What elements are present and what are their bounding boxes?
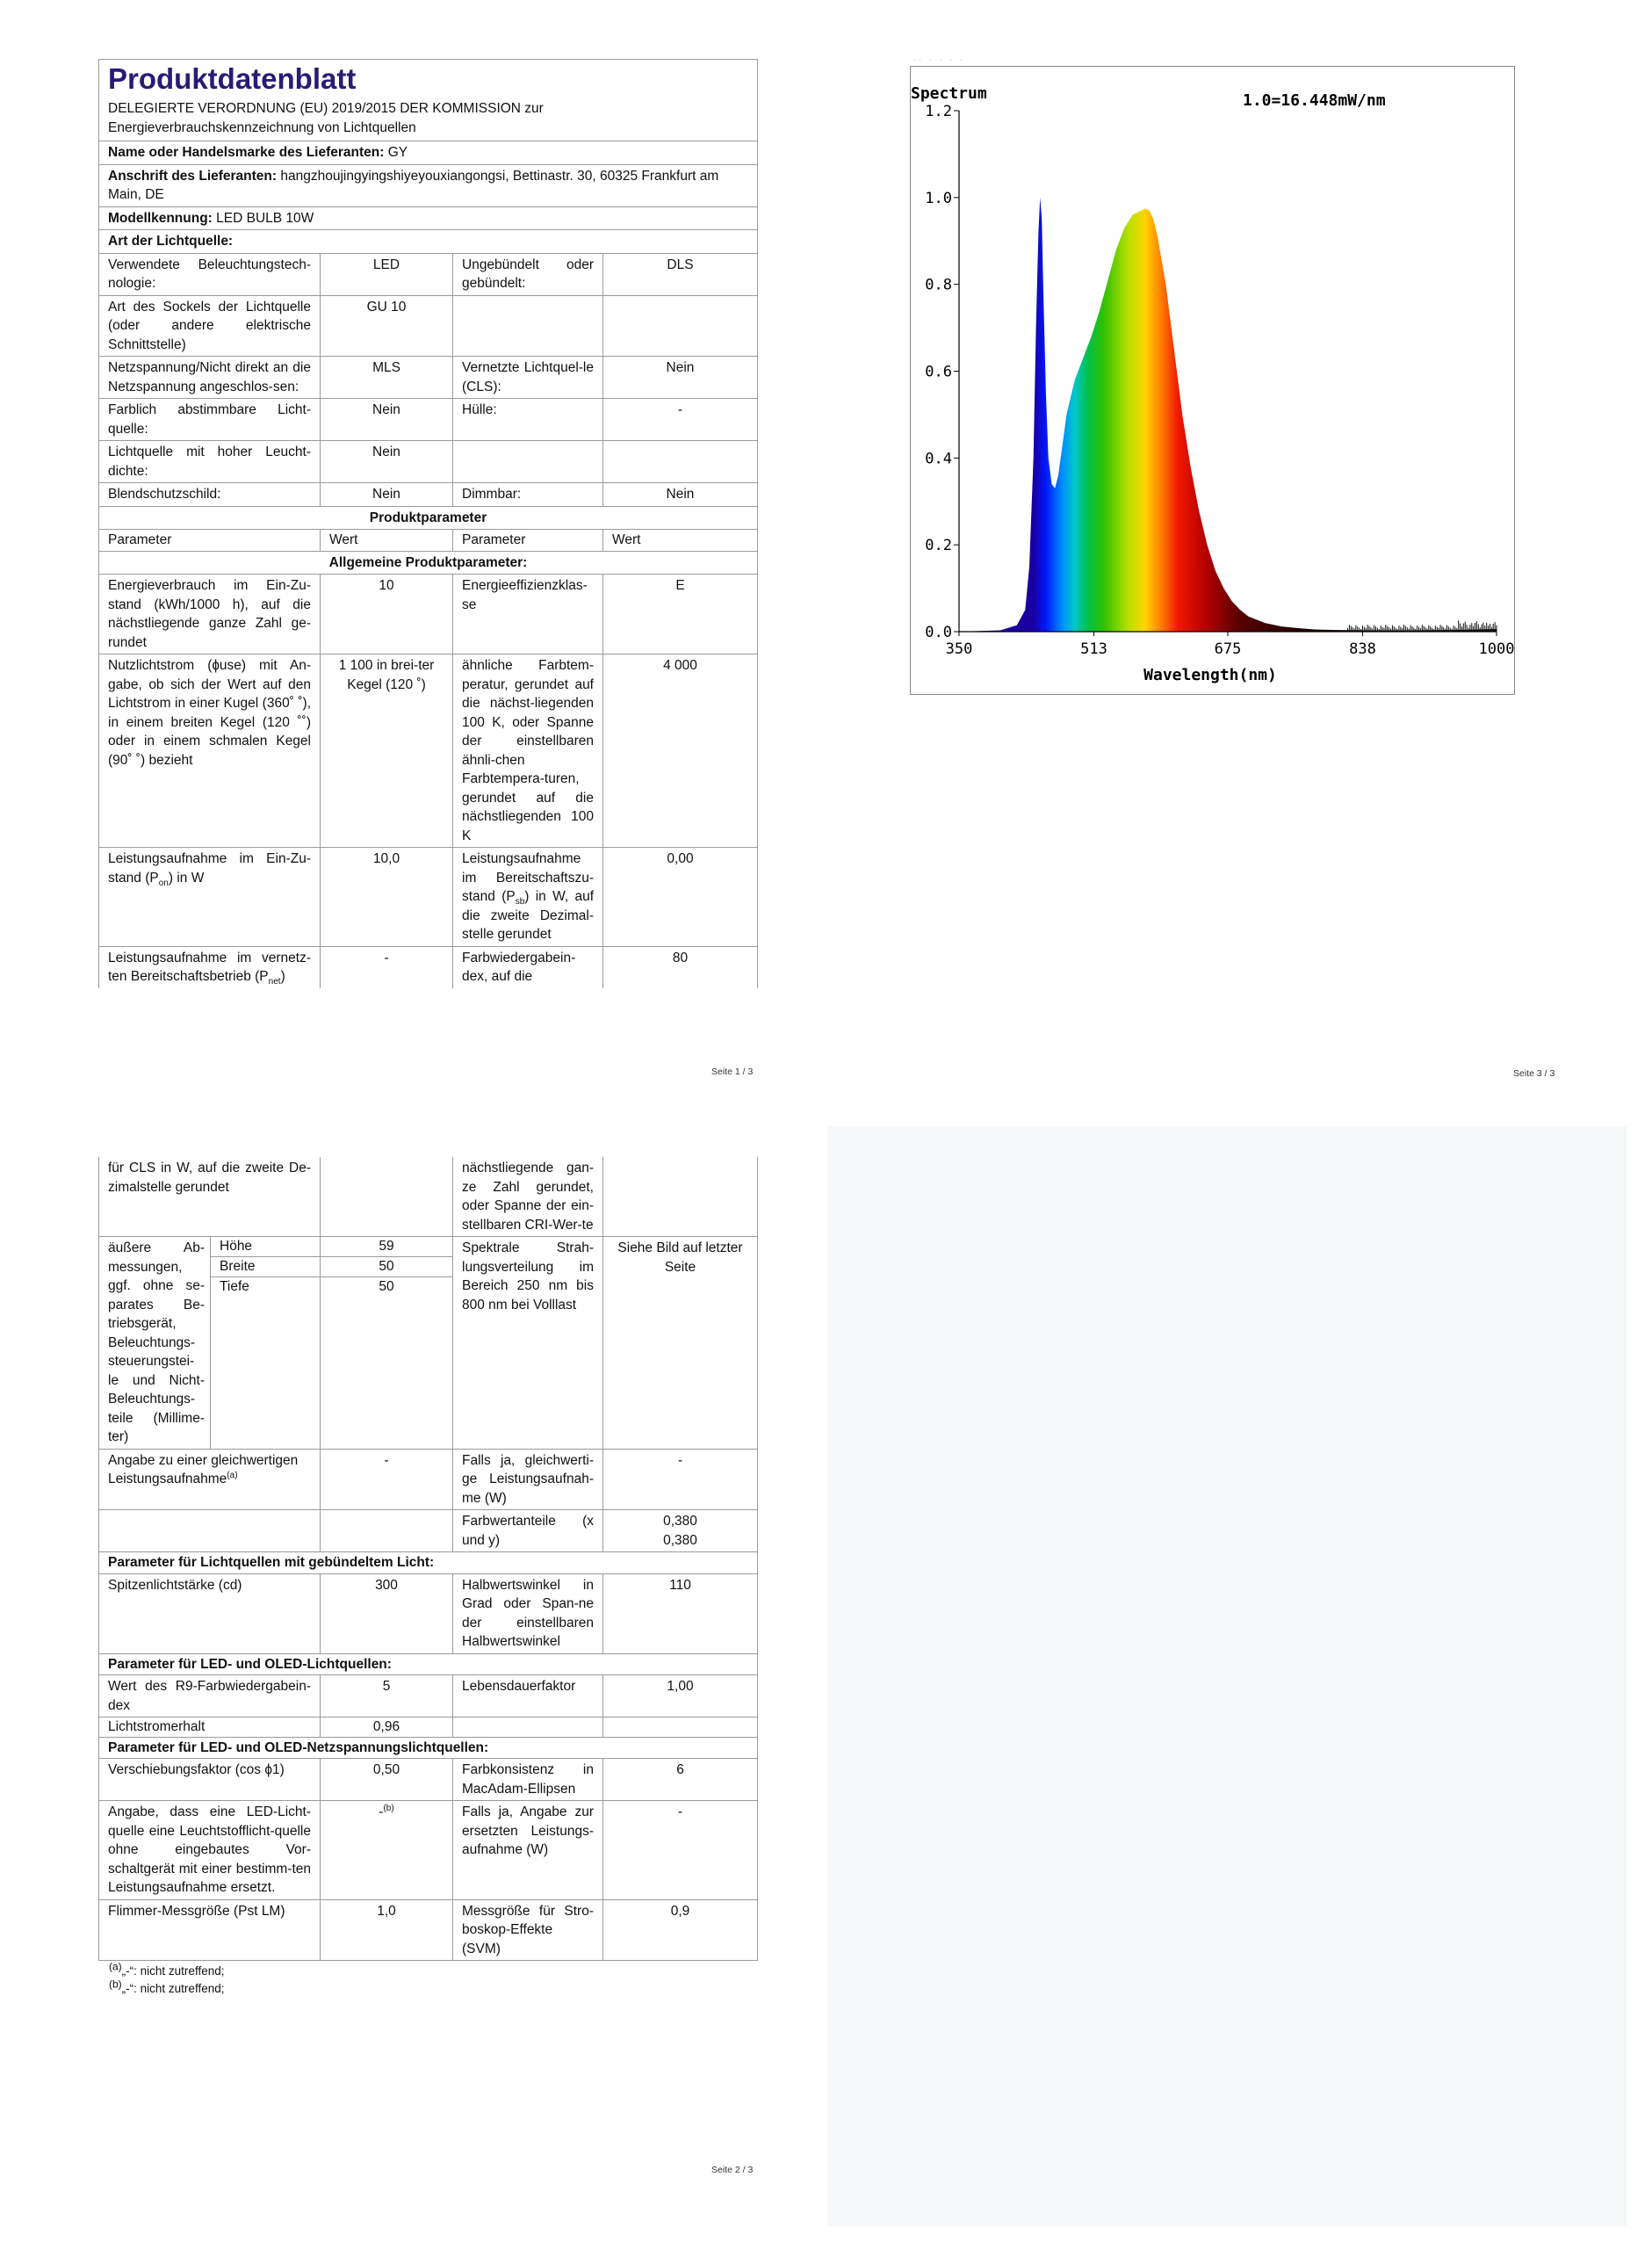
param-label: Verwendete Beleuchtungstech-nologie: [99,253,321,295]
x-tick-label: 513 [1080,640,1107,658]
param-value [321,1157,453,1237]
table-row [99,1717,758,1738]
param-label: Wert des R9-Farbwiedergabein-dex [99,1675,321,1717]
param-value: 5 [321,1675,453,1717]
table-row [99,399,758,441]
column-header-row [99,530,758,552]
chroma-y-value: 0,380 [663,1532,697,1548]
y-tick-label: 0.4 [925,450,952,468]
product-parameters-heading: Produktparameter [99,506,758,530]
psb-sub: sb [515,897,525,908]
param-label [99,1449,321,1510]
model-label: Modellkennung: [108,210,213,226]
dimension-value: 50 [321,1276,453,1449]
table-row [99,575,758,654]
supplier-name-row [99,141,758,165]
supplier-name-value: GY [387,145,408,160]
spectrum-area [959,198,1497,632]
param-value: Nein [603,483,758,507]
footnote-a-text: „-“: nicht zutreffend; [121,1964,225,1978]
x-tick-label: 350 [945,640,973,658]
param-value: LED [321,253,453,295]
param-value: 0,9 [603,1899,758,1961]
param-value: 0,00 [603,848,758,947]
pnet-label-a: Leistungsaufnahme im vernetz-ten Bereitschaftsbetrieb (P [108,950,311,984]
param-label: Lichtstromerhalt [99,1717,321,1738]
param-value: Nein [321,441,453,483]
param-label: für CLS in W, auf die zweite De-zimalstelle gerundet [99,1157,321,1237]
footnote-ref-b: (b) [383,1803,394,1813]
page-top-marks: .. . . . . [913,53,966,63]
param-label: Dimmbar: [453,483,603,507]
param-value: - [603,399,758,441]
param-value: - [321,1449,453,1510]
table-row [99,441,758,483]
blank-page-area [827,1126,1627,2226]
pnet-label-b: ) [280,969,285,984]
empty-cell [603,1717,758,1738]
param-label [99,848,321,947]
chart-title: Spectrum [911,84,987,103]
regulation-subtitle: DELEGIERTE VERORDNUNG (EU) 2019/2015 DER KOMMISSION zur Energieverbrauchskennzeichnung von Lichtquellen [108,101,544,135]
param-label: Falls ja, gleichwerti-ge Leistungsaufnah-me (W) [453,1449,603,1510]
param-value: Siehe Bild auf letzter Seite [603,1237,758,1450]
param-value: 4 000 [603,654,758,848]
param-label: Farbwiedergabein-dex, auf die [453,946,603,988]
param-label: Spektrale Strah-lungsverteilung im Bereich 250 nm bis 800 nm bei Volllast [453,1237,603,1450]
general-parameters-heading: Allgemeine Produktparameter: [99,551,758,575]
param-value [603,295,758,357]
table-row [99,357,758,399]
supplier-address-value: hangzhoujingyingshiyeyouxiangongsi, Bettinastr. 30, 60325 Frankfurt am Main, DE [108,168,719,202]
pon-label-b: ) in W [168,870,205,886]
table-row [99,1510,758,1552]
x-tick-label: 675 [1214,640,1242,658]
pnet-sub: net [268,977,281,987]
param-label: Angabe, dass eine LED-Licht-quelle eine Leuchtstofflicht-quelle ohne eingebautes Vor-schaltgerät mit einer bestimm-ten Leistungsaufnahme ersetzt. [99,1801,321,1900]
dimensions-label: äußere Ab-messungen, ggf. ohne se-parates Be-triebsgerät, Beleuchtungs-steuerungstei-le und Nicht-Beleuchtungs-teile (Millime-ter) [99,1237,211,1450]
spectrum-chart [911,67,1514,694]
footnote-b-mark: (b) [109,1978,122,1991]
y-tick-label: 1.2 [925,103,952,120]
param-label: Blendschutzschild: [99,483,321,507]
param-value: Nein [603,357,758,399]
table-row [99,1759,758,1801]
param-label: Falls ja, Angabe zur ersetzten Leistungs-aufnahme (W) [453,1801,603,1900]
param-value: 0,96 [321,1717,453,1738]
supplier-address-label: Anschrift des Lieferanten: [108,168,278,184]
dimension-value: 50 [321,1256,453,1276]
param-label: Lichtquelle mit hoher Leucht-dichte: [99,441,321,483]
page-2 [98,1157,758,1998]
dimension-label: Breite [211,1256,321,1276]
y-tick-label: 0.0 [925,624,952,641]
param-value: Nein [321,399,453,441]
x-axis-label: Wavelength(nm) [1143,666,1277,684]
column-header-parameter: Parameter [99,530,321,552]
param-value: 1 100 in brei-ter Kegel (120 ˚) [321,654,453,848]
table-row [99,1237,758,1257]
param-value: - [321,946,453,988]
product-data-sheet-table [98,59,758,988]
param-label: Farblich abstimmbare Licht-quelle: [99,399,321,441]
product-data-sheet-table-continued [98,1157,758,1961]
light-source-type-label: Art der Lichtquelle: [99,230,758,254]
chart-annotation: 1.0=16.448mW/nm [1243,91,1386,110]
param-value: 1,0 [321,1899,453,1961]
table-row [99,946,758,988]
empty-cell [453,1717,603,1738]
param-label: Nutzlichtstrom (ɸuse) mit An-gabe, ob sich der Wert auf den Lichtstrom in einer Kugel (360˚ ˚), in einem breiten Kegel (120 ˚˚) oder in einem schmalen Kegel (90˚ ˚) bezieht [99,654,321,848]
param-value: Nein [321,483,453,507]
footnote-b [109,1980,758,1998]
model-row [99,206,758,230]
param-label: Farbkonsistenz in MacAdam-Ellipsen [453,1759,603,1801]
mains-parameters-heading: Parameter für LED- und OLED-Netzspannungslichtquellen: [99,1737,758,1759]
param-label: Farbwertanteile (x und y) [453,1510,603,1552]
footnote-b-text: „-“: nicht zutreffend; [121,1982,225,1995]
param-label: Art des Sockels der Lichtquelle (oder andere elektrische Schnittstelle) [99,295,321,357]
param-label: Vernetzte Lichtquel-le (CLS): [453,357,603,399]
table-row [99,295,758,357]
page-title: Produktdatenblatt [108,62,357,95]
footnote-a-mark: (a) [109,1960,122,1973]
footnote-a [109,1960,758,1980]
x-tick-label: 1000 [1478,640,1514,658]
param-value: DLS [603,253,758,295]
pon-label-a: Leistungsaufnahme im Ein-Zu-stand (P [108,851,311,886]
param-label: Ungebündelt oder gebündelt: [453,253,603,295]
param-label [99,946,321,988]
table-row [99,1157,758,1237]
param-value [603,441,758,483]
param-value [603,1157,758,1237]
param-label [453,848,603,947]
param-label: Flimmer-Messgröße (Pst LM) [99,1899,321,1961]
param-value: - [603,1449,758,1510]
param-value: E [603,575,758,654]
replace-value: - [379,1804,384,1819]
param-value [603,1510,758,1552]
chroma-x-value: 0,380 [663,1514,697,1529]
directional-parameters-heading: Parameter für Lichtquellen mit gebündeltem Licht: [99,1552,758,1574]
page-number: Seite 3 / 3 [1513,1068,1555,1079]
dimension-label: Höhe [211,1237,321,1257]
y-tick-label: 1.0 [925,189,952,207]
param-value: 80 [603,946,758,988]
footnote-ref-a: (a) [227,1470,238,1480]
header-cell [99,60,758,141]
param-value: 1,00 [603,1675,758,1717]
column-header-value: Wert [321,530,453,552]
equiv-label: Angabe zu einer gleichwertigen Leistungsaufnahme [108,1452,299,1486]
param-value: 110 [603,1573,758,1653]
psb-label-a: Leistungsaufnahme im Bereitschaftszu-stand (P [462,851,594,904]
led-parameters-heading: Parameter für LED- und OLED-Lichtquellen: [99,1653,758,1675]
table-row [99,654,758,848]
y-tick-label: 0.6 [925,363,952,381]
dimension-value: 59 [321,1237,453,1257]
table-row [99,1899,758,1961]
table-row [99,1573,758,1653]
psb-label-b: ) in W, auf die zweite Dezimal-stelle gerundet [462,889,594,942]
y-tick-label: 0.8 [925,276,952,294]
param-value: 10,0 [321,848,453,947]
param-label: Energieeffizienzklas-se [453,575,603,654]
param-value: 6 [603,1759,758,1801]
x-tick-label: 838 [1349,640,1376,658]
param-label: Lebensdauerfaktor [453,1675,603,1717]
param-label [453,295,603,357]
param-value: - [603,1801,758,1900]
param-value [321,1801,453,1900]
param-label: Netzspannung/Nicht direkt an die Netzspannung angeschlos-sen: [99,357,321,399]
supplier-address-row [99,164,758,206]
table-row [99,1675,758,1717]
param-value: 0,50 [321,1759,453,1801]
spectrum-chart-frame [910,66,1515,695]
param-label: Energieverbrauch im Ein-Zu-stand (kWh/1000 h), auf die nächstliegende ganze Zahl ge-rundet [99,575,321,654]
param-label: Hülle: [453,399,603,441]
param-label [453,441,603,483]
model-value: LED BULB 10W [216,210,314,226]
param-label: Spitzenlichtstärke (cd) [99,1573,321,1653]
param-label: Halbwertswinkel in Grad oder Span-ne der einstellbaren Halbwertswinkel [453,1573,603,1653]
footnotes [98,1960,758,1998]
y-tick-label: 0.2 [925,537,952,555]
page-number: Seite 1 / 3 [711,1067,754,1077]
dimension-label: Tiefe [211,1276,321,1449]
column-header-value: Wert [603,530,758,552]
supplier-name-label: Name oder Handelsmarke des Lieferanten: [108,145,385,160]
page-number: Seite 2 / 3 [711,2165,754,2175]
table-row [99,483,758,507]
param-value: GU 10 [321,295,453,357]
pon-sub: on [158,878,169,888]
param-label: Verschiebungsfaktor (cos ϕ1) [99,1759,321,1801]
column-header-parameter: Parameter [453,530,603,552]
param-label: Messgröße für Stro-boskop-Effekte (SVM) [453,1899,603,1961]
table-row [99,253,758,295]
page-1 [98,59,758,988]
table-row [99,1801,758,1900]
table-row [99,1449,758,1510]
param-value: 300 [321,1573,453,1653]
param-value: 10 [321,575,453,654]
empty-cell [99,1510,321,1552]
param-value: MLS [321,357,453,399]
param-label: ähnliche Farbtem-peratur, gerundet auf die nächst-liegenden 100 K, oder Spanne der einstellbaren ähnli-chen Farbtempera-turen, gerundet auf die nächstliegenden 100 K [453,654,603,848]
empty-cell [321,1510,453,1552]
param-label: nächstliegende gan-ze Zahl gerundet, oder Spanne der ein-stellbaren CRI-Wer-te [453,1157,603,1237]
table-row [99,848,758,947]
